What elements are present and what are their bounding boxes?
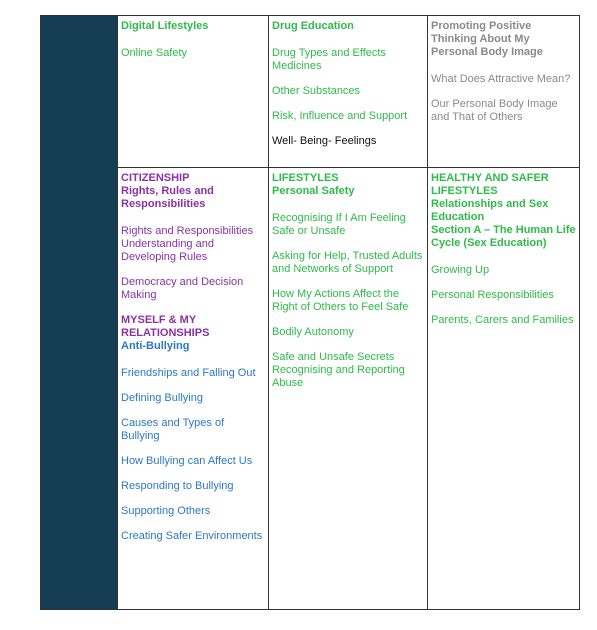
list-item: Rights and Responsibilities Understanding and Developing Rules: [121, 225, 254, 263]
list-item: Risk, Influence and Support: [272, 110, 408, 122]
list-item: Parents, Carers and Families: [431, 314, 574, 326]
list-item: Drug Types and Effects Medicines: [272, 47, 386, 72]
list-item: Defining Bullying: [121, 392, 203, 404]
cell-healthy-safer: [428, 168, 580, 610]
heading-drug-education: Drug Education: [272, 20, 354, 32]
list-item: Well- Being- Feelings: [272, 135, 377, 147]
list-item: Supporting Others: [121, 505, 211, 517]
subheading-rights-rules: Rights, Rules and Responsibilities: [121, 185, 214, 210]
list-item: Other Substances: [272, 85, 361, 97]
heading-myself-relationships-1: MYSELF & MY: [121, 314, 197, 326]
list-item: Democracy and Decision Making: [121, 276, 244, 301]
table-row-bottom: [41, 168, 580, 610]
list-item: Bodily Autonomy: [272, 326, 354, 338]
curriculum-table: [40, 15, 580, 610]
subheading-anti-bullying: Anti-Bullying: [121, 340, 190, 352]
heading-myself-relationships-2: RELATIONSHIPS: [121, 327, 210, 339]
list-item: Recognising If I Am Feeling Safe or Unsafe: [272, 212, 406, 237]
subheading-personal-safety: Personal Safety: [272, 185, 355, 197]
list-item: Friendships and Falling Out: [121, 367, 256, 379]
cell-drug-education: [269, 16, 428, 168]
list-item: Our Personal Body Image and That of Others: [431, 98, 558, 123]
heading-digital-lifestyles: Digital Lifestyles: [121, 20, 209, 32]
heading-lifestyles: LIFESTYLES: [272, 172, 339, 184]
subheading-section-a: Section A – The Human Life Cycle (Sex Education): [431, 224, 576, 249]
heading-citizenship: CITIZENSHIP: [121, 172, 190, 184]
subheading-rse: Relationships and Sex Education: [431, 198, 549, 223]
cell-citizenship: [118, 168, 269, 610]
cell-body-image: [428, 16, 580, 168]
cell-digital-lifestyles: [118, 16, 269, 168]
list-item: How My Actions Affect the Right of Others to Feel Safe: [272, 288, 409, 313]
list-item: How Bullying can Affect Us: [121, 455, 253, 467]
list-item: Responding to Bullying: [121, 480, 234, 492]
list-item: Personal Responsibilities: [431, 289, 554, 301]
sidebar-strip: [41, 16, 118, 610]
list-item: Growing Up: [431, 264, 490, 276]
heading-healthy-safer: HEALTHY AND SAFER LIFESTYLES: [431, 172, 549, 197]
list-item: Online Safety: [121, 47, 188, 59]
list-item: What Does Attractive Mean?: [431, 73, 571, 85]
table-row-top: [41, 16, 580, 168]
list-item: Causes and Types of Bullying: [121, 417, 225, 442]
list-item: Creating Safer Environments: [121, 530, 263, 542]
list-item: Safe and Unsafe Secrets Recognising and Reporting Abuse: [272, 351, 405, 389]
cell-lifestyles: [269, 168, 428, 610]
list-item: Asking for Help, Trusted Adults and Networks of Support: [272, 250, 423, 275]
heading-body-image: Promoting Positive Thinking About My Personal Body Image: [431, 20, 543, 58]
